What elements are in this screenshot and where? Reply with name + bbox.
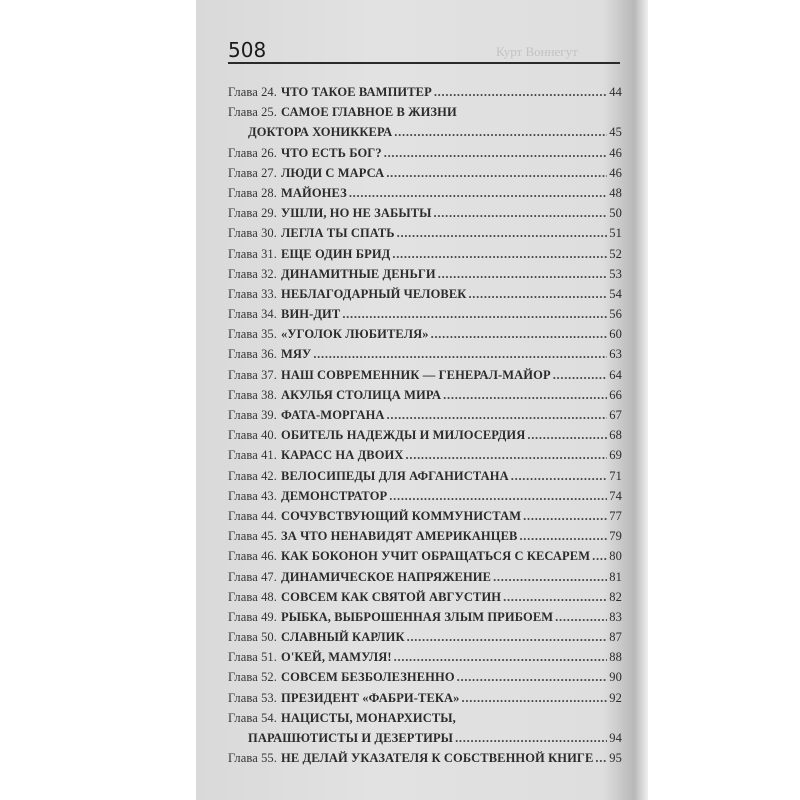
chapter-title: САМОЕ ГЛАВНОЕ В ЖИЗНИ: [281, 105, 457, 120]
chapter-title: СОВСЕМ БЕЗБОЛЕЗНЕННО: [281, 670, 455, 685]
toc-entry: [228, 486, 622, 506]
dot-leader: [394, 647, 608, 667]
chapter-label: Глава 38.: [228, 387, 278, 402]
toc-entry: [228, 344, 622, 364]
toc-entry: [228, 223, 622, 243]
dot-leader: [527, 425, 607, 445]
page-ref: 79: [609, 529, 622, 544]
page-ref: 68: [609, 428, 622, 443]
dot-leader: [462, 688, 608, 708]
chapter-title: НЕБЛАГОДАРНЫЙ ЧЕЛОВЕК: [281, 286, 467, 301]
dot-leader: [503, 587, 607, 607]
dot-leader: [392, 244, 607, 264]
chapter-title: КАРАСС НА ДВОИХ: [281, 448, 404, 463]
toc-entry: [228, 546, 622, 566]
header-rule: [228, 62, 620, 64]
toc-entry: [228, 607, 622, 627]
page-ref: 82: [609, 589, 622, 604]
page-ref: 53: [609, 266, 622, 281]
dot-leader: [434, 82, 607, 102]
page-ref: 64: [609, 367, 622, 382]
chapter-title: «УГОЛОК ЛЮБИТЕЛЯ»: [281, 327, 429, 342]
toc-entry: [228, 748, 622, 768]
dot-leader: [595, 748, 607, 768]
dot-leader: [468, 284, 607, 304]
chapter-title: ЧТО ЕСТЬ БОГ?: [281, 145, 382, 160]
page-ref: 80: [609, 549, 622, 564]
page-ref: 66: [609, 387, 622, 402]
dot-leader: [457, 667, 608, 687]
chapter-label: Глава 27.: [228, 165, 278, 180]
chapter-title: ЛЕГЛА ТЫ СПАТЬ: [281, 226, 395, 241]
dot-leader: [407, 627, 608, 647]
toc-entry: [228, 688, 622, 708]
toc-entry: [228, 102, 622, 122]
page-ref: 51: [609, 226, 622, 241]
page-number: 508: [228, 38, 267, 62]
chapter-label: Глава 33.: [228, 286, 278, 301]
dot-leader: [434, 203, 608, 223]
page-ref: 95: [609, 751, 622, 766]
dot-leader: [386, 163, 607, 183]
dot-leader: [349, 183, 607, 203]
chapter-title: ДОКТОРА ХОНИККЕРА: [248, 125, 393, 140]
page-ref: 44: [609, 85, 622, 99]
page-ref: 88: [609, 650, 622, 665]
toc-entry: [228, 405, 622, 425]
chapter-label: Глава 49.: [228, 609, 278, 624]
toc-entry: [228, 365, 622, 385]
page-ref: 71: [609, 468, 622, 483]
chapter-label: Глава 25.: [228, 105, 278, 120]
chapter-label: Глава 34.: [228, 307, 278, 322]
chapter-label: Глава 45.: [228, 529, 278, 544]
chapter-label: Глава 31.: [228, 246, 278, 261]
toc-entry: [228, 82, 622, 102]
chapter-title: СОЧУВСТВУЮЩИЙ КОММУНИСТАМ: [281, 508, 522, 523]
chapter-title: ЕЩЕ ОДИН БРИД: [281, 246, 391, 261]
toc-entry: [228, 122, 622, 142]
chapter-label: Глава 53.: [228, 690, 278, 705]
toc-entry: [228, 244, 622, 264]
toc-entry: [228, 466, 622, 486]
toc-entry: [228, 203, 622, 223]
chapter-label: Глава 39.: [228, 408, 278, 422]
dot-leader: [342, 304, 607, 324]
page-ref: 87: [609, 630, 622, 645]
page-ref: 77: [609, 508, 622, 523]
toc-entry: [228, 647, 622, 667]
chapter-label: Глава 54.: [228, 710, 278, 725]
dot-leader: [519, 526, 607, 546]
book-page: [196, 0, 648, 800]
chapter-label: Глава 36.: [228, 347, 278, 362]
toc-entry: [228, 506, 622, 526]
dot-leader: [455, 728, 607, 748]
chapter-title: ОБИТЕЛЬ НАДЕЖДЫ И МИЛОСЕРДИЯ: [281, 428, 526, 443]
page-ref: 81: [609, 569, 622, 584]
chapter-label: Глава 37.: [228, 367, 278, 382]
chapter-title: НАЦИСТЫ, МОНАРХИСТЫ,: [281, 710, 456, 725]
dot-leader: [553, 365, 608, 385]
chapter-title: СЛАВНЫЙ КАРЛИК: [281, 630, 405, 645]
toc-entry: [228, 143, 622, 163]
toc-entry: [228, 264, 622, 284]
toc-entry: [228, 425, 622, 445]
chapter-title: МЯУ: [281, 347, 312, 362]
dot-leader: [431, 324, 608, 344]
toc-entry: [228, 284, 622, 304]
page-ref: 46: [609, 165, 622, 180]
chapter-title: ДИНАМИЧЕСКОЕ НАПРЯЖЕНИЕ: [281, 569, 492, 584]
chapter-label: Глава 43.: [228, 488, 278, 503]
page-ref: 56: [609, 307, 622, 322]
chapter-title: ЧТО ТАКОЕ ВАМПИТЕР: [281, 85, 432, 99]
toc-entry: [228, 304, 622, 324]
chapter-label: Глава 29.: [228, 206, 278, 221]
chapter-title: ЛЮДИ С МАРСА: [281, 165, 385, 180]
page-ref: 69: [609, 448, 622, 463]
chapter-title: ПАРАШЮТИСТЫ И ДЕЗЕРТИРЫ: [248, 731, 454, 745]
chapter-title: ЗА ЧТО НЕНАВИДЯТ АМЕРИКАНЦЕВ: [281, 529, 518, 544]
toc-entry: [228, 163, 622, 183]
chapter-title: ДИНАМИТНЫЕ ДЕНЬГИ: [281, 266, 436, 281]
toc-entry: [228, 526, 622, 546]
table-of-contents: [228, 82, 622, 768]
chapter-title: НАШ СОВРЕМЕННИК — ГЕНЕРАЛ-МАЙОР: [281, 367, 551, 382]
dot-leader: [511, 466, 608, 486]
chapter-label: Глава 47.: [228, 569, 278, 584]
page-ref: 52: [609, 246, 622, 261]
dot-leader: [384, 143, 608, 163]
chapter-label: Глава 32.: [228, 266, 278, 281]
chapter-label: Глава 44.: [228, 508, 278, 523]
dot-leader: [438, 264, 608, 284]
chapter-title: АКУЛЬЯ СТОЛИЦА МИРА: [281, 387, 442, 402]
chapter-label: Глава 30.: [228, 226, 278, 241]
page-ref: 94: [609, 731, 622, 745]
running-head: Курт Воннегут: [496, 44, 578, 59]
chapter-title: О'КЕЙ, МАМУЛЯ!: [281, 650, 392, 665]
chapter-title: РЫБКА, ВЫБРОШЕННАЯ ЗЛЫМ ПРИБОЕМ: [281, 609, 554, 624]
chapter-title: ФАТА-МОРГАНА: [281, 408, 385, 422]
page-ref: 63: [609, 347, 622, 362]
chapter-title: ВЕЛОСИПЕДЫ ДЛЯ АФГАНИСТАНА: [281, 468, 509, 483]
chapter-label: Глава 51.: [228, 650, 278, 665]
page-ref: 83: [609, 609, 622, 624]
toc-entry: [228, 587, 622, 607]
dot-leader: [397, 223, 608, 243]
dot-leader: [387, 405, 608, 425]
toc-entry: [228, 728, 622, 748]
chapter-label: Глава 26.: [228, 145, 278, 160]
chapter-title: ДЕМОНСТРАТОР: [281, 488, 388, 503]
chapter-label: Глава 40.: [228, 428, 278, 443]
page-ref: 74: [609, 488, 622, 503]
chapter-title: СОВСЕМ КАК СВЯТОЙ АВГУСТИН: [281, 589, 502, 604]
dot-leader: [443, 385, 607, 405]
toc-entry: [228, 627, 622, 647]
dot-leader: [394, 122, 607, 142]
chapter-label: Глава 48.: [228, 589, 278, 604]
dot-leader: [523, 506, 607, 526]
chapter-label: Глава 24.: [228, 85, 278, 99]
chapter-label: Глава 50.: [228, 630, 278, 645]
chapter-label: Глава 46.: [228, 549, 278, 564]
toc-entry: [228, 445, 622, 465]
toc-entry: [228, 667, 622, 687]
chapter-label: Глава 35.: [228, 327, 278, 342]
chapter-title: КАК БОКОНОН УЧИТ ОБРАЩАТЬСЯ С КЕСАРЕМ: [281, 549, 591, 564]
dot-leader: [555, 607, 607, 627]
page-ref: 90: [609, 670, 622, 685]
chapter-label: Глава 55.: [228, 751, 278, 766]
page-ref: 45: [609, 125, 622, 140]
chapter-label: Глава 41.: [228, 448, 278, 463]
page-ref: 67: [609, 408, 622, 422]
chapter-title: ПРЕЗИДЕНТ «ФАБРИ-ТЕКА»: [281, 690, 460, 705]
dot-leader: [493, 567, 607, 587]
chapter-title: НЕ ДЕЛАЙ УКАЗАТЕЛЯ К СОБСТВЕННОЙ КНИГЕ: [281, 751, 594, 766]
chapter-title: УШЛИ, НО НЕ ЗАБЫТЫ: [281, 206, 432, 221]
chapter-title: ВИН-ДИТ: [281, 307, 341, 322]
toc-entry: [228, 385, 622, 405]
toc-entry: [228, 183, 622, 203]
page-ref: 92: [609, 690, 622, 705]
page-ref: 60: [609, 327, 622, 342]
page-ref: 46: [609, 145, 622, 160]
toc-entry: [228, 567, 622, 587]
page-ref: 50: [609, 206, 622, 221]
dot-leader: [406, 445, 608, 465]
chapter-label: Глава 42.: [228, 468, 278, 483]
chapter-label: Глава 52.: [228, 670, 278, 685]
chapter-title: МАЙОНЕЗ: [281, 185, 347, 200]
page-ref: 48: [609, 185, 622, 200]
chapter-label: Глава 28.: [228, 185, 278, 200]
page-ref: 54: [609, 286, 622, 301]
toc-entry: [228, 324, 622, 344]
dot-leader: [389, 486, 607, 506]
toc-entry: [228, 708, 622, 728]
dot-leader: [592, 546, 607, 566]
dot-leader: [313, 344, 607, 364]
